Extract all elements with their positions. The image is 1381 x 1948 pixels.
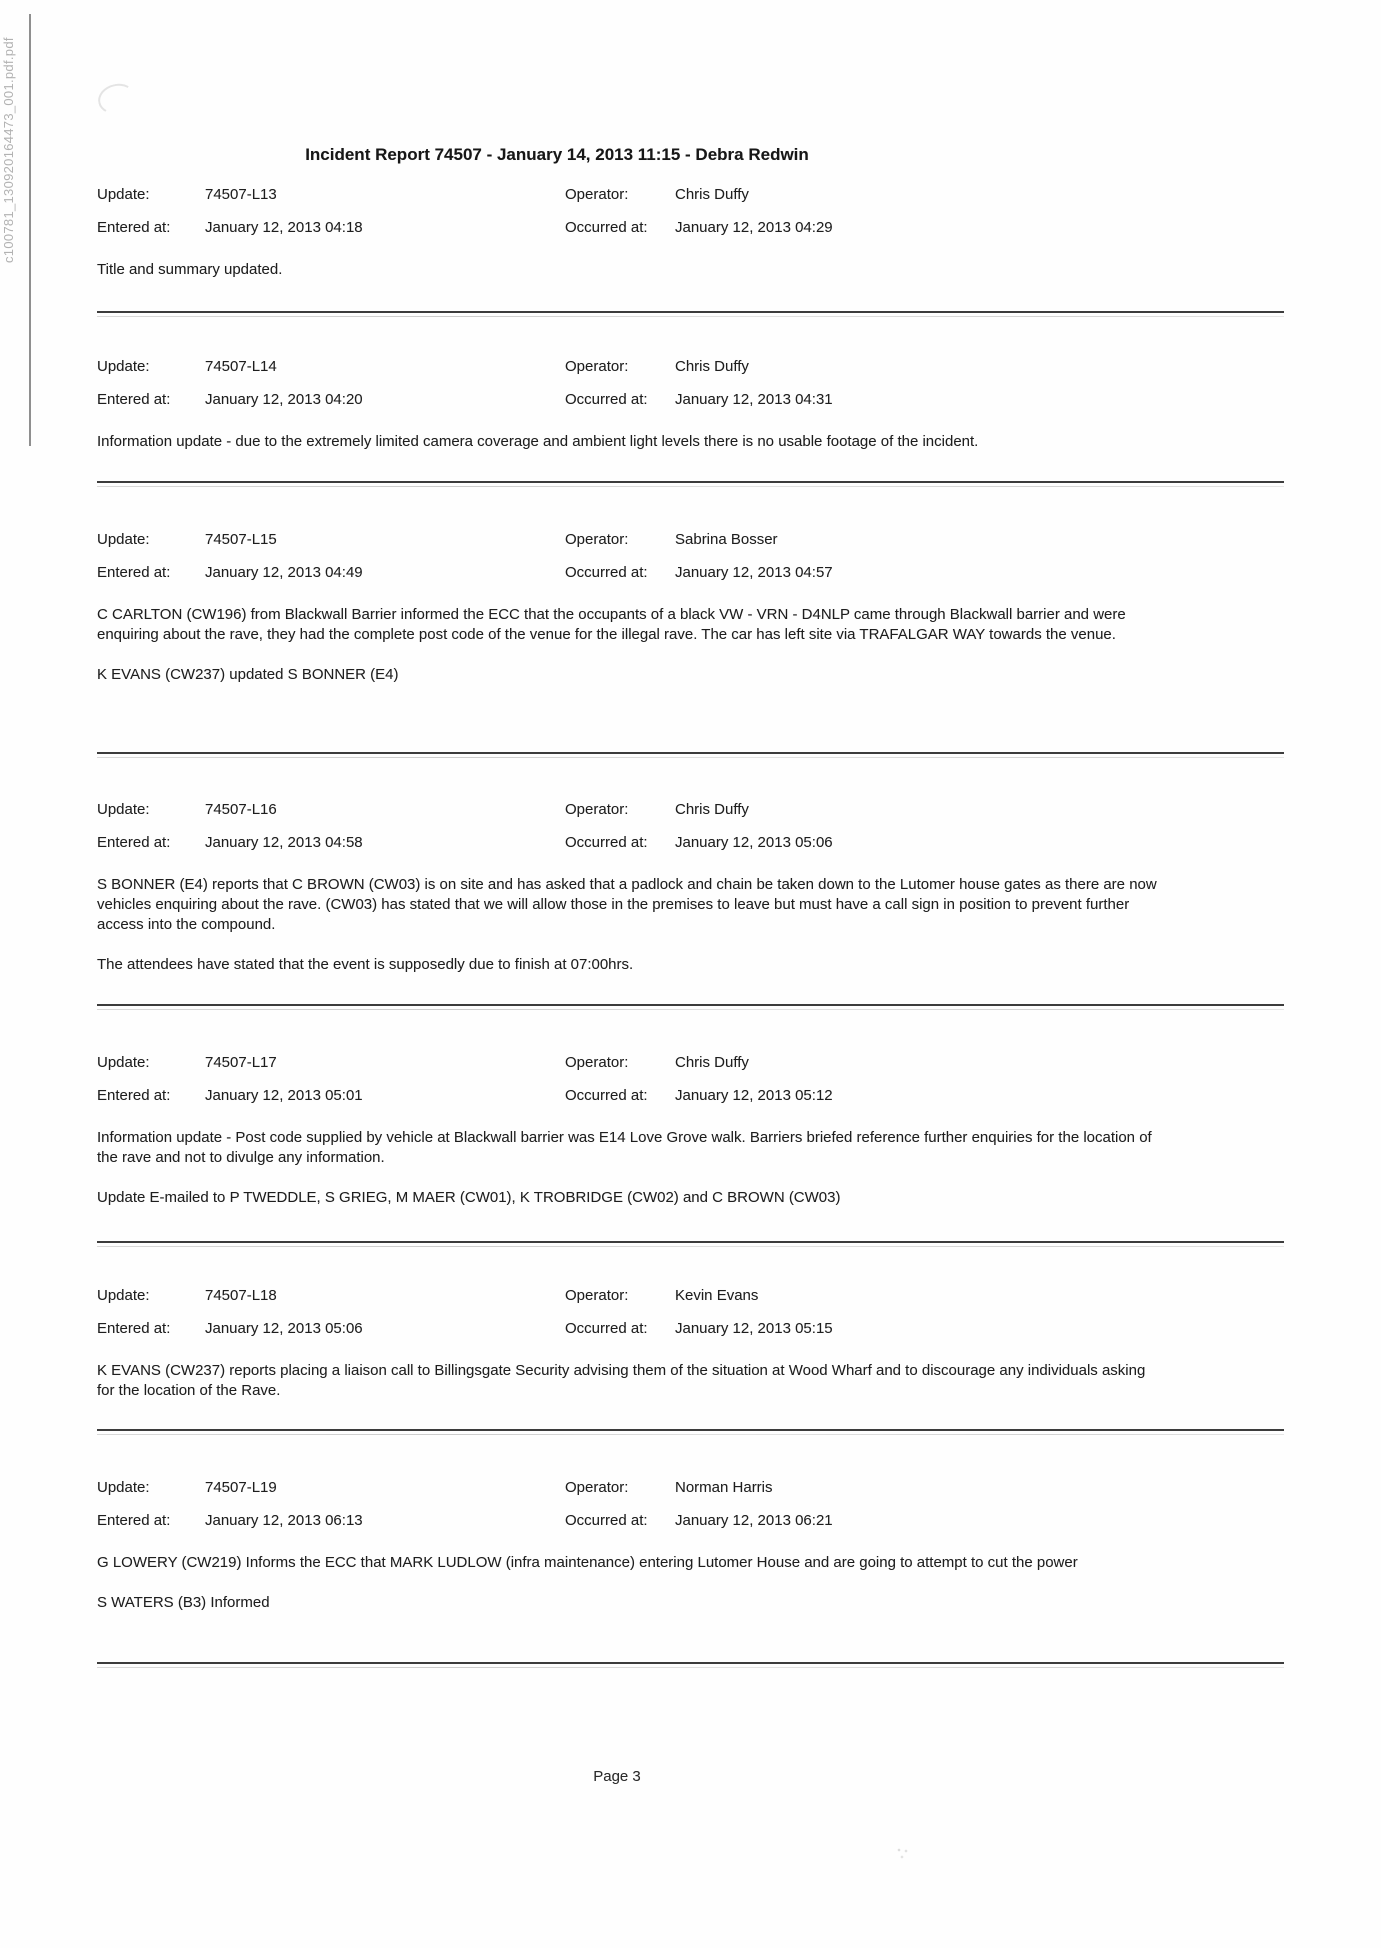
- update-id: 74507-L19: [205, 1479, 277, 1496]
- incident-update-entry: [97, 1478, 1157, 1613]
- scan-smudge-artifact: [896, 1848, 910, 1860]
- occurred-at-label: Occurred at:: [565, 391, 648, 408]
- occurred-at-value: January 12, 2013 06:21: [675, 1512, 833, 1529]
- update-id: 74507-L18: [205, 1287, 277, 1304]
- update-label: Update:: [97, 801, 150, 818]
- operator-label: Operator:: [565, 1054, 629, 1071]
- occurred-at-value: January 12, 2013 04:57: [675, 564, 833, 581]
- operator-value: Norman Harris: [675, 1479, 773, 1496]
- incident-update-entry: [97, 530, 1157, 685]
- entry-paragraph: Title and summary updated.: [97, 261, 283, 278]
- occurred-at-value: January 12, 2013 05:06: [675, 834, 833, 851]
- entry-header: [97, 185, 1157, 238]
- entry-body: [97, 605, 1157, 685]
- entry-body: [97, 1553, 1157, 1613]
- entered-at-label: Entered at:: [97, 391, 171, 408]
- entry-header: [97, 800, 1157, 853]
- incident-update-entry: [97, 357, 1157, 452]
- sidebar-filename-label: c100781_130920164473_001.pdf.pdf: [1, 37, 16, 263]
- entry-body: [97, 1128, 1157, 1208]
- entry-paragraph: K EVANS (CW237) reports placing a liaison call to Billingsgate Security advising them of the situation at Wood Wharf and to discourage any individuals asking for the location of the Rave.: [97, 1362, 1146, 1399]
- occurred-at-label: Occurred at:: [565, 564, 648, 581]
- entered-at-label: Entered at:: [97, 1512, 171, 1529]
- occurred-at-value: January 12, 2013 04:29: [675, 219, 833, 236]
- operator-value: Chris Duffy: [675, 801, 749, 818]
- update-label: Update:: [97, 358, 150, 375]
- occurred-at-value: January 12, 2013 05:15: [675, 1320, 833, 1337]
- entry-body: [97, 875, 1157, 975]
- operator-value: Kevin Evans: [675, 1287, 759, 1304]
- scan-edge-line: [29, 14, 31, 446]
- occurred-at-label: Occurred at:: [565, 1512, 648, 1529]
- entered-at-label: Entered at:: [97, 219, 171, 236]
- update-id: 74507-L13: [205, 186, 277, 203]
- operator-value: Sabrina Bosser: [675, 531, 778, 548]
- entered-at-value: January 12, 2013 04:20: [205, 391, 363, 408]
- update-id: 74507-L16: [205, 801, 277, 818]
- entered-at-value: January 12, 2013 06:13: [205, 1512, 363, 1529]
- operator-label: Operator:: [565, 531, 629, 548]
- incident-update-entry: [97, 1053, 1157, 1208]
- section-divider: [97, 1429, 1284, 1436]
- entered-at-value: January 12, 2013 04:58: [205, 834, 363, 851]
- incident-update-entry: [97, 800, 1157, 975]
- entry-paragraph: C CARLTON (CW196) from Blackwall Barrier informed the ECC that the occupants of a black VW - VRN - D4NLP came through Blackwall barrier and were enquiring about the rave, they had the complete post code of the venue for the illegal rave. The car has left site via TRAFALGAR WAY towards the venue.: [97, 606, 1126, 643]
- update-id: 74507-L14: [205, 358, 277, 375]
- entered-at-label: Entered at:: [97, 834, 171, 851]
- entry-paragraph: The attendees have stated that the event is supposedly due to finish at 07:00hrs.: [97, 956, 634, 973]
- section-divider: [97, 311, 1284, 318]
- occurred-at-label: Occurred at:: [565, 1320, 648, 1337]
- entered-at-value: January 12, 2013 04:18: [205, 219, 363, 236]
- entered-at-value: January 12, 2013 05:06: [205, 1320, 363, 1337]
- operator-label: Operator:: [565, 801, 629, 818]
- section-divider: [97, 1004, 1284, 1011]
- page-number: Page 3: [593, 1768, 641, 1785]
- operator-label: Operator:: [565, 1479, 629, 1496]
- entry-header: [97, 1286, 1157, 1339]
- entered-at-label: Entered at:: [97, 564, 171, 581]
- operator-value: Chris Duffy: [675, 1054, 749, 1071]
- entry-header: [97, 1053, 1157, 1106]
- update-label: Update:: [97, 1287, 150, 1304]
- occurred-at-value: January 12, 2013 05:12: [675, 1087, 833, 1104]
- update-label: Update:: [97, 531, 150, 548]
- update-id: 74507-L15: [205, 531, 277, 548]
- entered-at-label: Entered at:: [97, 1087, 171, 1104]
- entry-header: [97, 357, 1157, 410]
- entry-body: [97, 1361, 1157, 1401]
- occurred-at-label: Occurred at:: [565, 219, 648, 236]
- occurred-at-label: Occurred at:: [565, 834, 648, 851]
- entry-body: [97, 432, 1157, 452]
- update-label: Update:: [97, 1054, 150, 1071]
- operator-label: Operator:: [565, 358, 629, 375]
- operator-value: Chris Duffy: [675, 186, 749, 203]
- operator-label: Operator:: [565, 1287, 629, 1304]
- occurred-at-value: January 12, 2013 04:31: [675, 391, 833, 408]
- entry-paragraph: G LOWERY (CW219) Informs the ECC that MARK LUDLOW (infra maintenance) entering Lutomer House and are going to attempt to cut the power: [97, 1554, 1078, 1571]
- update-label: Update:: [97, 186, 150, 203]
- section-divider: [97, 481, 1284, 488]
- entry-paragraph: Information update - due to the extremely limited camera coverage and ambient light levels there is no usable footage of the incident.: [97, 433, 979, 450]
- section-divider: [97, 752, 1284, 759]
- entry-header: [97, 1478, 1157, 1531]
- entry-header: [97, 530, 1157, 583]
- page-title: Incident Report 74507 - January 14, 2013 11:15 - Debra Redwin: [305, 145, 809, 164]
- section-divider: [97, 1241, 1284, 1248]
- entered-at-value: January 12, 2013 05:01: [205, 1087, 363, 1104]
- incident-update-entry: [97, 1286, 1157, 1401]
- entry-body: [97, 260, 1157, 280]
- operator-label: Operator:: [565, 186, 629, 203]
- scan-arc-artifact: [95, 80, 138, 117]
- occurred-at-label: Occurred at:: [565, 1087, 648, 1104]
- entered-at-label: Entered at:: [97, 1320, 171, 1337]
- entry-paragraph: S BONNER (E4) reports that C BROWN (CW03) is on site and has asked that a padlock and chain be taken down to the Lutomer house gates as there are now vehicles enquiring about the rave. (CW03) has stated that we will allow those in the premises to leave but must have a call sign in position to prevent further access into the compound.: [97, 876, 1157, 933]
- entry-paragraph: Information update - Post code supplied by vehicle at Blackwall barrier was E14 Love Grove walk. Barriers briefed reference further enquiries for the location of the rave and not to divulge any information.: [97, 1129, 1152, 1166]
- entry-paragraph: Update E-mailed to P TWEDDLE, S GRIEG, M MAER (CW01), K TROBRIDGE (CW02) and C BROWN (CW03): [97, 1189, 841, 1206]
- entry-paragraph: K EVANS (CW237) updated S BONNER (E4): [97, 666, 399, 683]
- entered-at-value: January 12, 2013 04:49: [205, 564, 363, 581]
- update-label: Update:: [97, 1479, 150, 1496]
- entry-paragraph: S WATERS (B3) Informed: [97, 1594, 270, 1611]
- section-divider: [97, 1662, 1284, 1669]
- operator-value: Chris Duffy: [675, 358, 749, 375]
- update-id: 74507-L17: [205, 1054, 277, 1071]
- incident-update-entry: [97, 185, 1157, 280]
